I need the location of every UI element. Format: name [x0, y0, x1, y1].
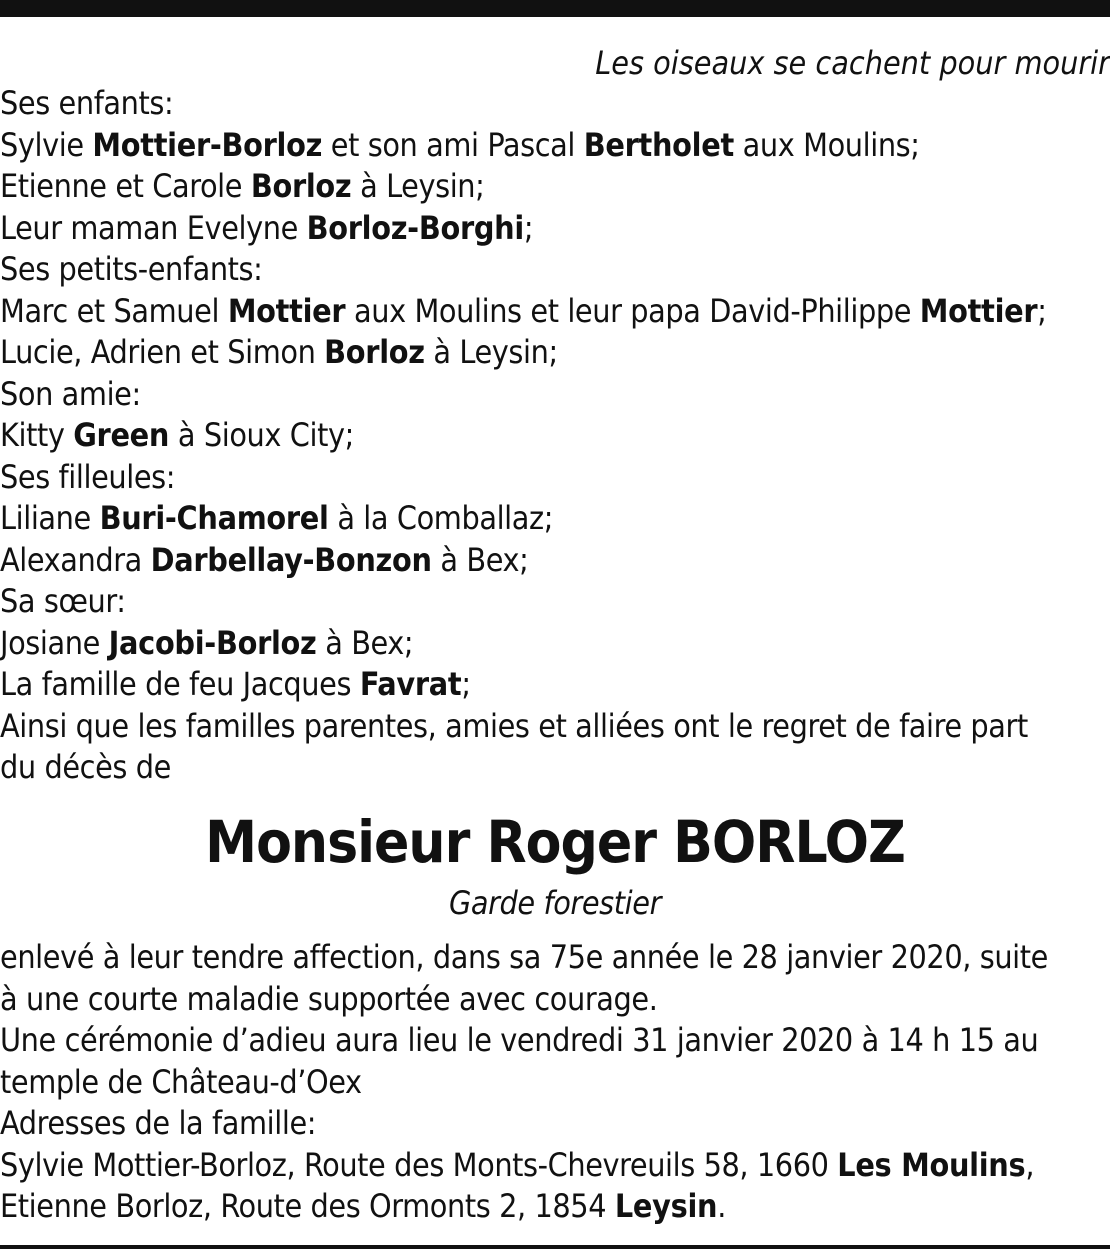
text-segment: Une cérémonie d’adieu aura lieu le vendredi 31 janvier 2020 à 14 h 15 au — [0, 1021, 1039, 1059]
text-line — [0, 208, 1110, 250]
text-line — [0, 83, 1110, 125]
text-segment: La famille de feu Jacques — [0, 665, 360, 703]
surname-bold: Borloz — [324, 333, 425, 371]
epigraph: Les oiseaux se cachent pour mourir — [595, 44, 1110, 82]
text-line — [0, 937, 1110, 979]
surname-bold: Buri-Chamorel — [99, 499, 329, 537]
text-segment: Etienne Borloz, Route des Ormonts 2, 1854 — [0, 1187, 615, 1225]
surname-bold: Mottier — [919, 291, 1038, 330]
text-segment: Son amie: — [0, 374, 141, 413]
text-segment: Sylvie Mottier-Borloz, Route des Monts-Chevreuils 58, 1660 — [0, 1145, 838, 1184]
text-line — [0, 540, 1110, 582]
bottom-rule — [0, 1245, 1110, 1249]
text-segment: à Bex; — [316, 623, 414, 662]
details-text — [0, 937, 1110, 1228]
text-segment: Josiane — [0, 623, 109, 662]
text-line — [0, 747, 1110, 789]
text-line — [0, 664, 1110, 706]
text-segment: à une courte maladie supportée avec courage. — [0, 979, 658, 1018]
text-segment: du décès de — [0, 748, 171, 786]
text-segment: Marc et Samuel — [0, 291, 228, 330]
text-segment: Ainsi que les familles parentes, amies et alliées ont le regret de faire part — [0, 706, 1028, 745]
text-segment: à Bex; — [431, 540, 529, 579]
surname-bold: Bertholet — [583, 125, 734, 164]
text-line — [0, 1062, 1110, 1104]
announcement-text — [0, 83, 1110, 789]
text-segment: aux Moulins; — [733, 125, 920, 164]
surname-bold: Darbellay-Bonzon — [150, 540, 432, 579]
text-segment: à Leysin; — [351, 167, 485, 205]
surname-bold: Green — [73, 416, 170, 454]
deceased-profession: Garde forestier — [448, 884, 662, 922]
surname-bold: Borloz — [250, 167, 352, 205]
surname-bold: Leysin — [614, 1187, 718, 1225]
surname-bold: Mottier-Borloz — [92, 125, 323, 164]
text-segment: Ses enfants: — [0, 84, 174, 122]
text-line — [0, 374, 1110, 416]
text-segment: ; — [523, 208, 534, 247]
text-segment: Adresses de la famille: — [0, 1104, 317, 1142]
text-segment: à Sioux City; — [169, 416, 354, 454]
deceased-name: Monsieur Roger BORLOZ — [205, 808, 905, 876]
text-line — [0, 166, 1110, 208]
text-segment: enlevé à leur tendre affection, dans sa 75e année le 28 janvier 2020, suite — [0, 938, 1048, 976]
text-segment: Etienne et Carole — [0, 167, 251, 205]
text-segment: Liliane — [0, 499, 100, 537]
text-line — [0, 125, 1110, 167]
top-rule — [0, 0, 1110, 17]
surname-bold: Les Moulins — [837, 1145, 1026, 1184]
surname-bold: Mottier — [227, 291, 346, 330]
text-segment: Ses petits-enfants: — [0, 250, 263, 288]
text-segment: aux Moulins et leur papa David-Philippe — [345, 291, 920, 330]
text-segment: Kitty — [0, 416, 74, 454]
text-segment: Sa sœur: — [0, 582, 126, 620]
text-segment: . — [717, 1187, 726, 1225]
text-line — [0, 1186, 1110, 1228]
text-segment: Ses filleules: — [0, 457, 176, 496]
text-segment: temple de Château-d’Oex — [0, 1062, 362, 1101]
surname-bold: Borloz-Borghi — [306, 208, 524, 247]
text-line — [0, 581, 1110, 623]
text-segment: à la Comballaz; — [328, 499, 554, 537]
text-line — [0, 249, 1110, 291]
text-line — [0, 1145, 1110, 1187]
text-segment: Leur maman Evelyne — [0, 208, 307, 247]
text-segment: Lucie, Adrien et Simon — [0, 333, 325, 371]
text-line — [0, 623, 1110, 665]
surname-bold: Favrat — [359, 665, 462, 703]
text-segment: et son ami Pascal — [322, 125, 584, 164]
surname-bold: Jacobi-Borloz — [108, 623, 317, 662]
text-segment: ; — [1037, 291, 1047, 330]
text-segment: à Leysin; — [424, 333, 558, 371]
text-line — [0, 415, 1110, 457]
text-segment: Alexandra — [0, 540, 151, 579]
text-line — [0, 1020, 1110, 1062]
text-line — [0, 979, 1110, 1021]
text-line — [0, 1103, 1110, 1145]
text-line — [0, 332, 1110, 374]
text-line — [0, 498, 1110, 540]
text-segment: , — [1025, 1145, 1035, 1184]
text-line — [0, 706, 1110, 748]
text-segment: Sylvie — [0, 125, 93, 164]
text-line — [0, 457, 1110, 499]
text-segment: ; — [461, 665, 471, 703]
text-line — [0, 291, 1110, 333]
